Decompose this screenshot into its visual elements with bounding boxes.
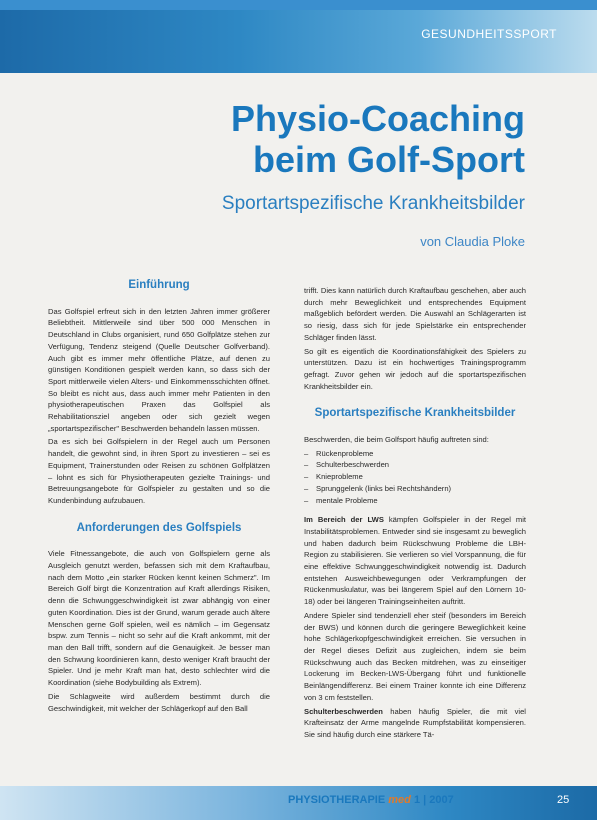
journal-name: PHYSIOTHERAPIE (288, 794, 386, 806)
issue-number: 1 | 2007 (413, 794, 454, 806)
paragraph: Die Schlagweite wird außerdem bestimmt durch die Geschwindigkeit, mit welcher der Schlägerkopf auf den Ball (48, 691, 270, 713)
paragraph: Das Golfspiel erfreut sich in den letzten Jahren immer größerer Beliebtheit. Mittlerweile sind über 500 000 Menschen in Deutschland in Clubs organisiert, rund 650 Golfplätze stehen zur Verfügung, Tendenz steigend (Quelle Deutscher Golfverband). Auch gibt es immer mehr öffentliche Plätze, auf denen zu günstigen Konditionen gespielt werden kann, so dass sich der Sport mittlerweile vielen Alters- und Einkommensschichten öffnet. So bleibt es nicht aus, dass auch immer mehr Patienten in den physiotherapeutischen Praxen das Golfspiel als Rehabilitationsziel angeben oder sich gezielt wegen „sportartspezifischer" Beschwerden behandeln lassen müssen. (48, 306, 270, 433)
conditions-list (304, 448, 526, 507)
heading-conditions: Sportartspezifische Krankheitsbilder (314, 407, 516, 420)
page-number: 25 (557, 794, 570, 806)
list-item: – Sprunggelenk (links bei Rechtshändern) (304, 483, 526, 495)
paragraph (304, 706, 526, 741)
title-line-1: Physio-Coaching (230, 98, 525, 139)
title-line-2: beim Golf-Sport (253, 139, 525, 180)
paragraph: Viele Fitnessangebote, die auch von Golfspielern gerne als Ausgleich genutzt werden, befassen sich mit dem Kraftaufbau, nach dem Motto „ein starker Rücken kennt keinen Schmerz". Im Bereich Golf birgt die Konzentration auf Kraft allerdings Risiken, denn die Schwunggeschwindigkeit ist zwar abhängig von einer guten Koordination. Dies ist der Grund, warum gerade auch ältere Menschen gerne Golf spielen, weil es nämlich – im Gegensatz bspw. zum Tennis – nicht so sehr auf die Kraft ankommt, mit der man den Ball trifft, sondern auf die Genauigkeit. Je besser man den Schwung koordinieren kann, desto weniger Kraft braucht der Spieler. Und je mehr Kraft man hat, desto schlechter wird die Koordination (siehe Bodybuilding als Extrem). (48, 549, 270, 688)
journal-footer (288, 794, 454, 806)
heading-introduction: Einführung (128, 279, 190, 291)
paragraph (304, 514, 526, 608)
list-item: – Knieprobleme (304, 471, 526, 483)
list-intro: Beschwerden, die beim Golfsport häufig auftreten sind: (304, 435, 489, 445)
top-stripe (0, 0, 597, 10)
bold-lead: Im Bereich der LWS (304, 515, 384, 525)
paragraph-text: haben häufig Spieler, die mit viel Krafteinsatz der Arme mangelnde Rumpfstabilität kompensieren. Sie sind häufig durch eine stärkere Tä- (304, 706, 526, 739)
paragraph-text: kämpfen Golfspieler in der Regel mit Instabilitätsproblemen. Entweder sind sie insgesamt zu beweglich und haben dadurch beim Rückschwung Probleme die LBH-Region zu stabilisieren. Sie verlieren so viel Vorspannung, die für eine effektive Schwunggeschwindigkeit notwendig ist. Dadurch entstehen Ausweichbewegungen oder Verkrampfungen der Rückenmuskulatur, was bei längerem Spiel auf den Lörnern 10-18) oder bei längeren Trainingseinheiten auftritt. (304, 515, 526, 607)
list-item: – mentale Probleme (304, 495, 526, 507)
section-label: GESUNDHEITSSPORT (421, 27, 557, 41)
right-column (304, 285, 526, 743)
list-item: – Schulterbeschwerden (304, 459, 526, 471)
article-title (231, 98, 525, 180)
article-subtitle: Sportartspezifische Krankheitsbilder (221, 193, 525, 214)
list-item: – Rückenprobleme (304, 448, 526, 460)
left-column (48, 280, 270, 716)
journal-logo-med: med (388, 794, 411, 806)
paragraph: So gilt es eigentlich die Koordinationsfähigkeit des Spielers zu unterstützen. Dazu ist ein hochwertiges Trainingsprogramm gefragt. Zuvor gehen wir jedoch auf die sportartspezifischen Krankheitsbilder ein. (304, 346, 526, 391)
paragraph: trifft. Dies kann natürlich durch Kraftaufbau geschehen, aber auch durch mehr Beweglichkeit und entsprechendes Equipment maßgeblich befördert werden. Die Auswahl an Schlägerarten ist so riesig, dass sich für jede Spielstärke ein entsprechender Schläger finden lässt. (304, 286, 526, 342)
heading-requirements: Anforderungen des Golfspiels (76, 521, 242, 534)
paragraph: Da es sich bei Golfspielern in der Regel auch um Personen handelt, die gewohnt sind, in ihren Sport zu investieren – sei es Equipment, Trainerstunden oder Reisen zu schönen Golfplätzen – lohnt es sich für Physiotherapeuten gezielte Trainings- und Betreuungsangebote für Golfspieler zu gestalten und so die Kundenbindung aufzubauen. (48, 437, 270, 505)
article-author: von Claudia Ploke (420, 234, 525, 249)
bold-lead: Schulterbeschwerden (304, 706, 383, 716)
paragraph: Andere Spieler sind tendenziell eher steif (besonders im Bereich der BWS) und können durch die geringere Beweglichkeit keine hohe Schlägerkopfgeschwindigkeit erreichen. Sie versuchen in der Regel dieses Defizit aus zugleichen, indem sie beim Rückschwung auch das Becken mitdrehen, was zu einseitiger Lockerung im Becken-LWS-Übergang führt und funktionelle Beinlängendifferenz. Bei einem Trainer konnte ich eine Differenz von 3 cm feststellen. (304, 610, 526, 702)
